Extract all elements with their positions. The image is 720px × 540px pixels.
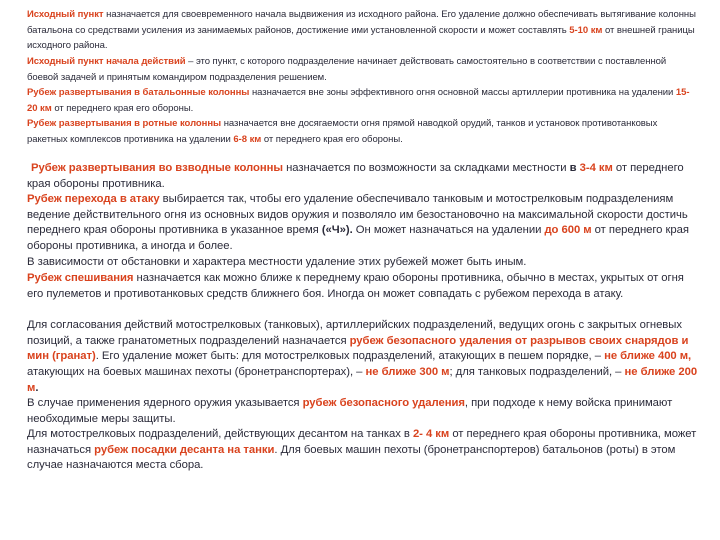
distance-value: 2- 4 км — [412, 428, 450, 440]
distance-value: 6-8 км — [233, 133, 262, 145]
paragraph-safe-distance — [27, 318, 699, 397]
paragraph-text: . — [35, 381, 39, 394]
paragraph-text: назначается вне зоны эффективного огня основной массы артиллерии противника на удалении — [249, 87, 676, 98]
paragraph-action-start-point — [27, 54, 699, 85]
paragraph-text: . Его удаление может быть: для мотострелковых подразделений, атакующих в пешем порядке, – — [95, 350, 605, 363]
paragraph-text: в — [569, 162, 577, 174]
paragraph-dismount-line — [27, 271, 699, 302]
paragraph-platoon-columns — [27, 161, 699, 192]
term-attack-line: Рубеж перехода в атаку — [27, 193, 160, 205]
paragraph-text: от переднего края его обороны. — [261, 133, 403, 145]
distance-value: 15-20 км — [27, 87, 690, 114]
paragraph-text: атакующих на боевых машинах пехоты (бронетранспортерах), – — [27, 366, 366, 379]
distance-value: не ближе 200 м — [27, 366, 698, 394]
paragraph-text: выбирается так, чтобы его удаление обеспечивало танковым и мотострелковым подразделениям ведение действительного огня из основных видов оружия и позволяло им безостановочно на максимальной скорости достичь переднего края обороны противника в указанное время — [27, 193, 688, 237]
distance-value: до 600 м — [544, 224, 592, 237]
paragraph-tank-landing — [27, 427, 699, 474]
paragraph-text: В зависимости от обстановки и характера местности удаление этих рубежей может быть иным. — [27, 256, 527, 268]
paragraph-text: от переднего края обороны противника, может назначаться — [27, 428, 697, 456]
paragraph-text: от переднего края обороны противника. — [27, 162, 684, 190]
term-initial-point: Исходный пункт — [27, 9, 104, 20]
distance-value: 5-10 км — [569, 24, 603, 36]
paragraph-text: от внешней границы исходного района. — [27, 24, 695, 52]
term-safe-distance-line: рубеж безопасного удаления от разрывов своих снарядов и мин (гранат) — [27, 334, 689, 363]
paragraph-initial-point — [27, 7, 699, 54]
term-platoon-columns: Рубеж развертывания во взводные колонны — [31, 162, 284, 174]
paragraph-text: от переднего края обороны противника, а иногда и более. — [27, 224, 689, 253]
paragraph-text: . Для боевых машин пехоты (бронетранспортеров) батальонов (роты) в этом случае назначаются места сбора. — [27, 443, 676, 472]
paragraph-text: назначается вне досягаемости огня прямой наводкой орудий, танков и установок противотанковых ракетных комплексов противника на удалении — [27, 118, 658, 145]
paragraph-text: от переднего края его обороны. — [51, 102, 194, 114]
time-designation: («Ч»). — [321, 224, 353, 237]
distance-value: не ближе 400 м, — [604, 350, 692, 363]
paragraph-text: ; для танковых подразделений, – — [449, 366, 625, 379]
paragraph-text: Для согласования действий мотострелковых (танковых), артиллерийских подразделений, ведущих огонь с закрытых огневых позиций, а также гранатометных подразделений назначается — [27, 319, 682, 347]
paragraph-text: назначается по возможности за складками местности — [283, 162, 570, 174]
paragraph-text: Для мотострелковых подразделений, действующих десантом на танках в — [27, 428, 413, 440]
paragraph-text: назначается как можно ближе к переднему краю обороны противника, обычно в местах, укрытых от огня его пулеметов и противотанковых средств ближнего боя. Иногда он может совпадать с рубежом перехода в атаку. — [27, 272, 684, 300]
paragraph-text: , при подходе к нему войска принимают необходимые меры защиты. — [27, 397, 673, 425]
paragraph-battalion-columns — [27, 85, 699, 116]
paragraph-text: назначается для своевременного начала выдвижения из исходного района. Его удаление должно обеспечивать вытягивание колонны батальона со средствами усиления из занимаемых районов, достижение ими установленной скорости и может составлять — [27, 9, 696, 36]
paragraph-text: – это пункт, с которого подразделение начинает действовать самостоятельно в соответствии с поставленной боевой задачей и принятым командиром подразделения решением. — [27, 56, 667, 83]
term-battalion-columns: Рубеж развертывания в батальонные колонны — [27, 87, 250, 98]
paragraph-attack-line — [27, 192, 699, 255]
paragraph-text: В случае применения ядерного оружия указывается — [27, 397, 303, 409]
term-tank-landing-line: рубеж посадки десанта на танки — [94, 443, 275, 456]
distance-value: 3-4 км — [579, 162, 613, 174]
term-company-columns: Рубеж развертывания в ротные колонны — [27, 118, 222, 129]
distance-value: не ближе 300 м — [365, 366, 450, 379]
term-action-start-point: Исходный пункт начала действий — [27, 56, 186, 67]
term-dismount-line: Рубеж спешивания — [27, 272, 134, 284]
paragraph-company-columns — [27, 116, 699, 147]
term-safe-distance-line: рубеж безопасного удаления — [302, 397, 465, 409]
paragraph-nuclear — [27, 396, 699, 427]
paragraph-terrain-note — [27, 255, 699, 271]
paragraph-text: Он может назначаться на удалении — [352, 224, 545, 237]
